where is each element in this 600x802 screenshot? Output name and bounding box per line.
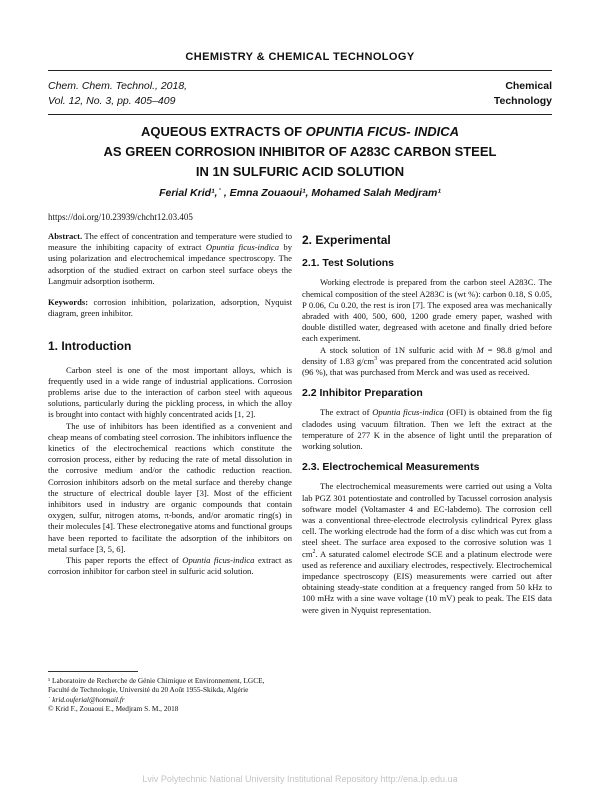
s21-p2-sup: 3 — [374, 355, 378, 362]
left-column — [48, 231, 292, 577]
s23-sup: 2 — [312, 548, 316, 555]
authors: Ferial Krid¹,˙ , Emna Zouaoui¹, Mohamed Salah Medjram¹ — [159, 187, 441, 199]
footnote-affiliation-1: ¹ Laboratoire de Recherche de Génie Chimique et Environnement, LGCE, — [48, 676, 265, 685]
section-2-1-paragraph-2 — [302, 345, 552, 379]
repository-watermark: Lviv Polytechnic National University Institutional Repository http://ena.lp.edu.ua — [142, 774, 458, 784]
citation-info — [48, 79, 187, 109]
section-2-3-paragraph — [302, 481, 552, 615]
footnote-email: ˙ krid.ouferial@hotmail.fr — [48, 694, 125, 704]
section-2-2-heading: 2.2 Inhibitor Preparation — [302, 387, 423, 400]
abstract-species: Opuntia ficus-indica — [205, 242, 280, 253]
s23-p-b: . A saturated calomel electrode SCE and a platinum electrode were used as reference and auxiliary electrodes, respectively. Electrochemical impedance spectroscopy (EIS) measurements were carried out after obtaining steady-state condition at a frequency ranged from 50 kHz to 100 mHz with a sine wave voltage (10 mV) peak to peak. The EIS data were given in Nyquist representation. — [302, 548, 552, 615]
intro-paragraph-2: The use of inhibitors has been identified as a convenient and cheap means of combating steel corrosion. The inhibitors influence the kinetics of the electrochemical reactions which constitute the corrosion process, either by reducing the rate of metal dissolution in the corrosive medium and/or the cathodic reduction reaction. Corrosion inhibitors adsorb on the metal surface and thereby change the structure of electrical double layer [3]. Most of the efficient inhibitors used in industry are organic compounds that contain oxygen, sulfur, nitrogen atoms, π-bonds, and/or aromatic ring(s) in their molecules [4]. These electronegative atoms and functional groups have been reported to facilitate the adsorption of the inhibitors on metal surface [3, 5, 6]. — [48, 420, 292, 554]
section-line-2: Technology — [493, 95, 552, 107]
keywords-text: corrosion inhibition, polarization, adsorption, Nyquist diagram, green inhibitor. — [48, 297, 292, 319]
abstract-text-1: The effect of concentration and temperature were studied to measure the inhibiting capacity of extract — [48, 231, 292, 253]
intro-p3-species: Opuntia ficus-indica — [182, 555, 255, 566]
experimental-heading: 2. Experimental — [302, 233, 391, 247]
journal-title: CHEMISTRY & CHEMICAL TECHNOLOGY — [185, 51, 415, 63]
abstract-label: Abstract. — [48, 231, 83, 241]
footnote-copyright: © Krid F., Zouaoui E., Medjram S. M., 2018 — [48, 704, 179, 714]
intro-paragraph-1: Carbon steel is one of the most important alloys, which is frequently used in a wide range of industrial applications. Corrosion problems arise due to the interaction of carbon steel with aqueous solutions, particularly during the pickling process, in which the alloy is brought into contact with highly concentrated acids [1, 2]. — [48, 364, 292, 420]
keywords-label: Keywords: — [48, 297, 89, 308]
intro-p3-a: This paper reports the effect of — [66, 555, 183, 566]
intro-paragraph-3 — [48, 555, 292, 577]
article-title — [48, 122, 552, 182]
citation-line-2: Vol. 12, No. 3, pp. 405–409 — [48, 95, 176, 107]
header-rule — [48, 70, 552, 71]
citation-line-1: Chem. Chem. Technol., 2018, — [48, 80, 188, 92]
intro-heading: 1. Introduction — [48, 339, 132, 354]
right-column — [302, 231, 552, 616]
doi-link[interactable]: https://doi.org/10.23939/chcht12.03.405 — [48, 212, 193, 222]
section-2-1-paragraph-1: Working electrode is prepared from the carbon steel A283C. The chemical composition of the steel A283C is (wt %): carbon 0.18, S 0.05, P 0.06, Cu 0.20, the rest is iron [7]. The exposed area was mechanically abraded with 400, 500, 600, 1200 grade emery paper, washed with double distilled water, degreased with acetone and finally dried before each experiment. — [302, 277, 552, 344]
abstract — [48, 231, 292, 287]
keywords — [48, 297, 292, 319]
journal-section — [494, 79, 552, 109]
section-line-1: Chemical — [505, 80, 552, 92]
title-part-a: AQUEOUS EXTRACTS OF — [140, 124, 306, 139]
s22-p-a: The extract of — [320, 407, 373, 418]
s21-p2-c: was prepared from the concentrated acid solution (96 %), that was purchased from Merck and was used as received. — [302, 355, 552, 378]
s23-p-a: The electrochemical measurements were carried out using a Volta lab PGZ 301 potentiostate and controlled by Tacussel corrosion analysis software model (Voltamaster 4 and EC-labdemo). The corrosion cell was a conventional three-electrode electrolysis cylindrical Pyrex glass cell. The working electrode had the form of a disc which was cut from a steel sheet. The surface area exposed to the corrosive solution was 1 cm — [302, 481, 552, 559]
section-2-3-heading: 2.3. Electrochemical Measurements — [302, 461, 480, 474]
footnote-rule — [48, 671, 138, 672]
footnote-affiliation-2: Faculté de Technologie, Université du 20 Août 1955-Skikda, Algérie — [48, 685, 249, 695]
title-part-c: IN 1N SULFURIC ACID SOLUTION — [195, 164, 405, 179]
abstract-text-2: by using polarization and electrochemical impedance spectroscopy. The adsorption of the studied extract on carbon steel surface obeys the Langmuir adsorption isotherm. — [48, 242, 292, 286]
citation-rule — [48, 114, 552, 115]
s21-p2-b: = 98.8 g/mol and density of 1.83 g/cm — [302, 344, 552, 366]
footnotes — [48, 671, 292, 714]
title-species: OPUNTIA FICUS- INDICA — [305, 124, 460, 139]
s21-p2-a: A stock solution of 1N sulfuric acid with — [320, 344, 477, 355]
title-part-b: AS GREEN CORROSION INHIBITOR OF A283C CARBON STEEL — [103, 144, 497, 159]
s22-species: Opuntia ficus-indica — [372, 407, 444, 418]
s21-p2-m: M — [476, 344, 484, 355]
intro-p3-b: extract as corrosion inhibitor for carbon steel in sulfuric acid solution. — [48, 555, 292, 577]
section-2-1-heading: 2.1. Test Solutions — [302, 257, 394, 270]
s22-p-b: (OFI) is obtained from the fig cladodes using vacuum filtration. Then we left the extract at the temperature of 277 K in the absence of light until the preparation of working solution. — [302, 407, 553, 452]
section-2-2-paragraph — [302, 407, 552, 452]
